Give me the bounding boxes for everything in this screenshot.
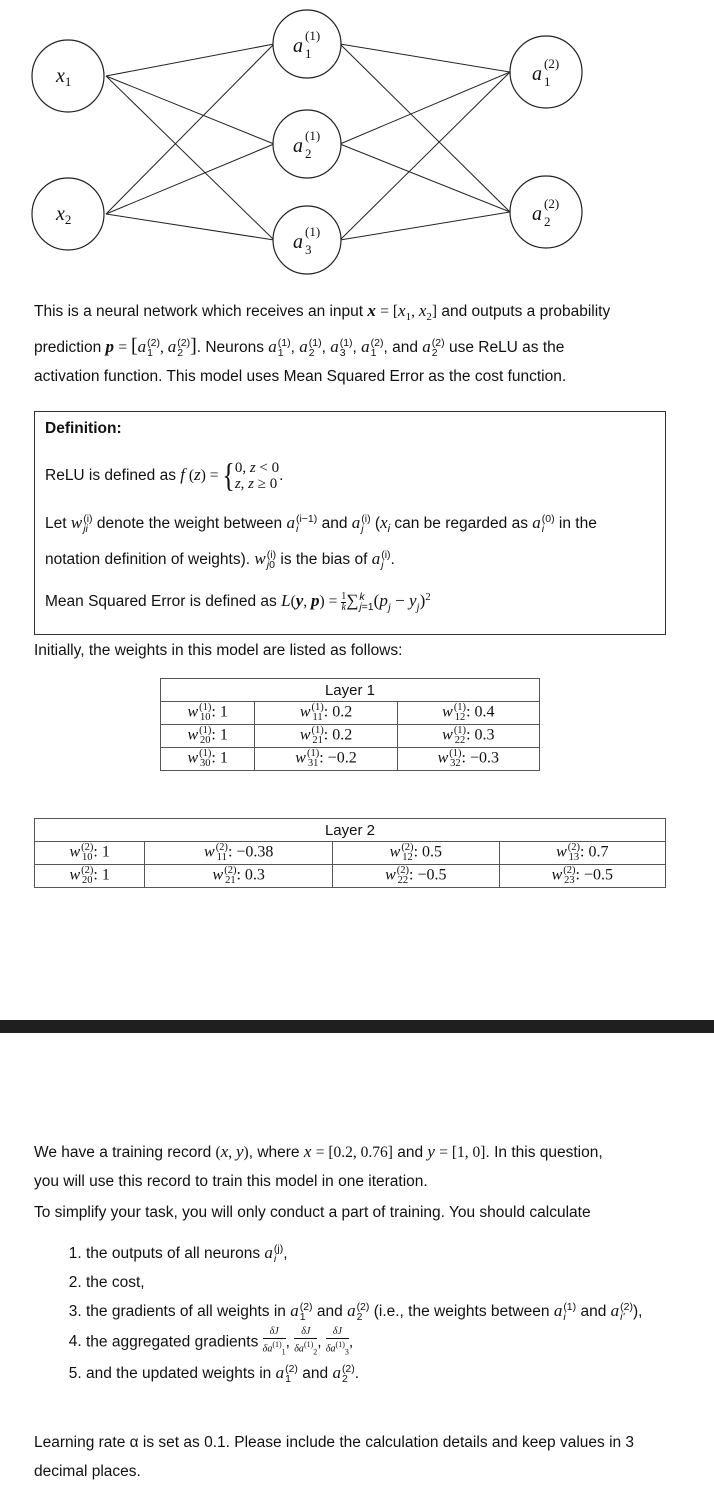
task-item-5: 5. and the updated weights in a (2) 1 and a (2) 2 . <box>86 1358 674 1388</box>
weight-value: 1 <box>101 866 110 884</box>
weight-cell: w (2) 11 : −0.38 <box>145 842 333 865</box>
weight-cell: w (1) 22 : 0.3 <box>397 725 539 748</box>
question-paragraph-1: We have a training record (x, y), where x = [0.2, 0.76] and y = [1, 0]. In this question, you will use this record to train this model in one iteration. <box>34 1142 603 1190</box>
output-node-2 <box>510 176 582 248</box>
weight-cell: w (1) 20 : 1 <box>161 725 255 748</box>
task-item-4: 4. the aggregated gradients $\frac{\delta J}{\delta a^{(1)}_1}$ , $\frac{\delta J}{\delta a^{(1)}_2}$ , $\frac{\delta J}{\delta a^{(1)}_3}$ , <box>86 1326 674 1358</box>
layer1-rows <box>161 702 540 771</box>
hidden-node-2 <box>273 110 341 178</box>
weight-value: 0.7 <box>588 843 609 861</box>
weight-value: 0.4 <box>474 703 495 721</box>
weight-value: 1 <box>219 749 228 767</box>
question-paragraph-2: To simplify your task, you will only conduct a part of training. You should calculate <box>34 1204 591 1221</box>
weight-cell: w (1) 10 : 1 <box>161 702 255 725</box>
weight-cell: w (2) 22 : −0.5 <box>333 865 499 888</box>
svg-text:x2: $x_2$ <box>56 203 72 227</box>
weight-value: 0.3 <box>474 726 495 744</box>
layer2-rows <box>35 842 666 888</box>
weight-value: 0.3 <box>244 866 265 884</box>
svg-text:(2): (2) <box>544 196 560 211</box>
svg-text:a: a <box>532 203 542 225</box>
layer1-title: Layer 1 <box>161 679 540 702</box>
weight-row <box>35 865 666 888</box>
svg-text:(1): (1) <box>305 128 321 143</box>
weight-cell: w (1) 32 : −0.3 <box>397 748 539 771</box>
intro-paragraph <box>34 296 674 391</box>
svg-text:(1): (1) <box>305 224 321 239</box>
svg-text:1: 1 <box>305 46 312 61</box>
task-item-2: 2. the cost, <box>86 1268 674 1297</box>
task-list <box>34 1238 674 1388</box>
svg-text:a: a <box>293 135 303 157</box>
weight-value: 0.2 <box>332 703 353 721</box>
weight-value: −0.38 <box>236 843 274 861</box>
svg-text:(2): (2) <box>544 56 560 71</box>
page-separator <box>0 1020 714 1033</box>
svg-text:(1): (1) <box>305 28 321 43</box>
weights-intro: Initially, the weights in this model are listed as follows: <box>34 642 403 659</box>
weight-row <box>161 748 540 771</box>
weight-value: 1 <box>219 726 228 744</box>
hidden-node-3 <box>273 206 341 274</box>
weight-cell: w (2) 12 : 0.5 <box>333 842 499 865</box>
svg-text:x1: $x_1$ <box>56 65 72 89</box>
weight-row <box>35 842 666 865</box>
weight-row <box>161 725 540 748</box>
weight-value: −0.2 <box>327 749 357 767</box>
weight-value: −0.5 <box>583 866 613 884</box>
weight-cell: w (1) 12 : 0.4 <box>397 702 539 725</box>
weight-cell: w (2) 20 : 1 <box>35 865 145 888</box>
weight-value: 0.5 <box>422 843 443 861</box>
weight-value: −0.3 <box>470 749 500 767</box>
svg-text:2: 2 <box>305 146 312 161</box>
svg-text:3: 3 <box>305 242 312 257</box>
weight-definition: Let w (i) ji denote the weight between a (i−1) i and a (i) j ($x_i$ can be regarded as a (0) i in the notation definition of weights). w (i) j0 is the bias of a (i) j . <box>45 512 597 571</box>
output-node-1 <box>510 36 582 108</box>
neural-network-diagram <box>0 0 714 290</box>
weight-cell: w (2) 13 : 0.7 <box>499 842 665 865</box>
question-paragraph-3: Learning rate α is set as 0.1. Please include the calculation details and keep values in 3 decimal places. <box>34 1434 635 1480</box>
svg-text:a: a <box>293 231 303 253</box>
weight-cell: w (1) 30 : 1 <box>161 748 255 771</box>
weight-value: 0.2 <box>332 726 353 744</box>
task-item-1: 1. the outputs of all neurons a (j) i , <box>86 1238 674 1268</box>
weight-cell: w (2) 10 : 1 <box>35 842 145 865</box>
relu-definition: ReLU is defined as f (z) = { 0, z < 0 z, z ≥ 0 . <box>45 456 284 495</box>
weight-row <box>161 702 540 725</box>
svg-text:a: a <box>293 35 303 57</box>
weight-cell: w (1) 31 : −0.2 <box>255 748 397 771</box>
definition-box <box>34 411 666 635</box>
layer1-weights-table <box>160 678 540 771</box>
svg-text:a: a <box>532 63 542 85</box>
intro-line-1: This is a neural network which receives an input $x = [x_1$, $x_2$] and outputs a probability <box>34 301 611 324</box>
task-item-3: 3. the gradients of all weights in a (2) 1 and a (2) 2 (i.e., the weights between a (1) i and a (2) i' ), <box>86 1297 674 1326</box>
layer2-title: Layer 2 <box>35 819 666 842</box>
layer2-weights-table <box>34 818 666 888</box>
mse-definition: Mean Squared Error is defined as L(y, p) = $\frac{1}{k}$ ∑ k j=1 $(p_j - y_j)^2$ <box>45 590 431 614</box>
hidden-node-1 <box>273 10 341 78</box>
intro-line-3: activation function. This model uses Mean Squared Error as the cost function. <box>34 368 567 386</box>
definition-heading: Definition: <box>45 420 122 437</box>
weight-cell: w (2) 23 : −0.5 <box>499 865 665 888</box>
intro-line-2: prediction p = [a (2) 1 , a (2) 2 ]. Neurons a (1) 1 , a (1) 2 , a (1) 3 , a (2) 1 , and a (2) 2 use ReLU as the <box>34 335 565 359</box>
svg-text:2: 2 <box>544 214 551 229</box>
weight-value: −0.5 <box>417 866 447 884</box>
weight-value: 1 <box>101 843 110 861</box>
weight-value: 1 <box>219 703 228 721</box>
svg-text:1: 1 <box>544 74 551 89</box>
weight-cell: w (2) 21 : 0.3 <box>145 865 333 888</box>
weight-cell: w (1) 11 : 0.2 <box>255 702 397 725</box>
weight-cell: w (1) 21 : 0.2 <box>255 725 397 748</box>
